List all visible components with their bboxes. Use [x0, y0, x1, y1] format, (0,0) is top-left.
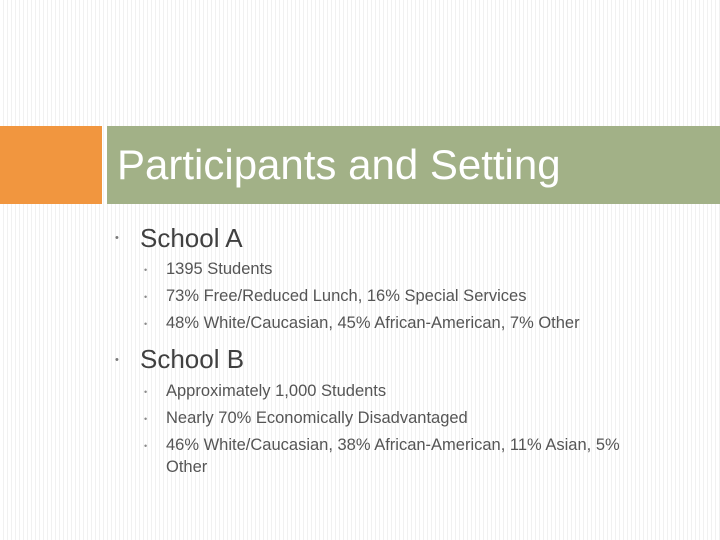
- list-item: Nearly 70% Economically Disadvantaged: [166, 409, 468, 427]
- sub-bullet-icon: •: [144, 265, 148, 275]
- sub-bullet-icon: •: [144, 319, 148, 329]
- section-heading-school-a: School A: [140, 223, 243, 253]
- sub-bullet-icon: •: [144, 292, 148, 302]
- sub-bullet-icon: •: [144, 387, 148, 397]
- list-item: 48% White/Caucasian, 45% African-American, 7% Other: [166, 314, 580, 332]
- slide-title: Participants and Setting: [117, 141, 561, 188]
- bullet-icon: •: [115, 354, 119, 366]
- section-heading-school-b: School B: [140, 344, 245, 374]
- list-item: 46% White/Caucasian, 38% African-American, 11% Asian, 5% Other: [166, 436, 620, 476]
- bullet-icon: •: [115, 232, 119, 244]
- list-item: 73% Free/Reduced Lunch, 16% Special Services: [166, 287, 527, 305]
- sub-bullet-icon: •: [144, 414, 148, 424]
- sub-bullet-icon: •: [144, 441, 148, 451]
- list-item: Approximately 1,000 Students: [166, 382, 387, 400]
- list-item: 1395 Students: [166, 260, 273, 278]
